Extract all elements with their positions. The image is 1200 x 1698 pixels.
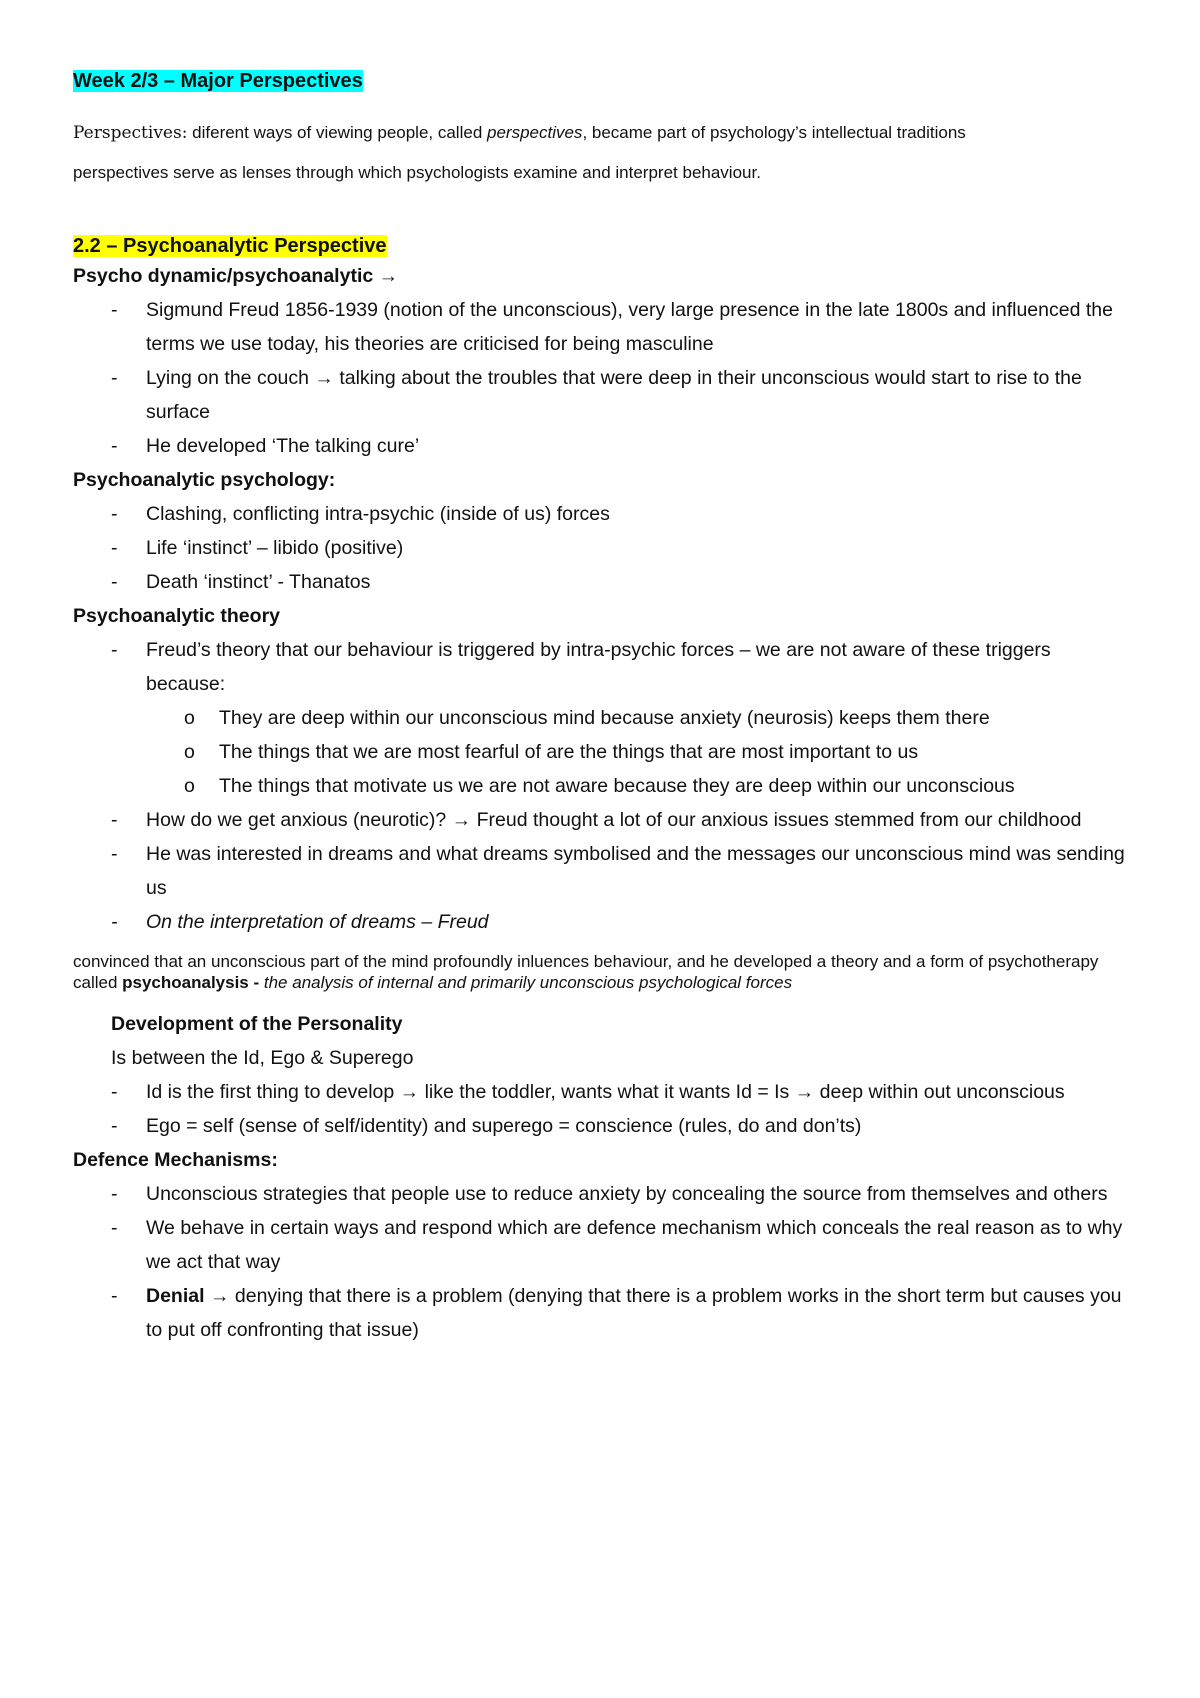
sublist-item: o The things that motivate us we are not aware because they are deep within our unconscious xyxy=(146,769,1133,803)
psycho-dynamic-heading: Psycho dynamic/psychoanalytic → xyxy=(73,265,399,287)
list-item: - Life ‘instinct’ – libido (positive) xyxy=(73,531,1133,565)
list-item: - Clashing, conflicting intra-psychic (inside of us) forces xyxy=(73,497,1133,531)
section-heading-psychoanalytic: 2.2 – Psychoanalytic Perspective xyxy=(73,235,387,257)
list-item: - Sigmund Freud 1856-1939 (notion of the unconscious), very large presence in the late 1800s and influenced the terms we use today, his theories are criticised for being masculine xyxy=(73,293,1133,361)
sublist-item: o They are deep within our unconscious mind because anxiety (neurosis) keeps them there xyxy=(146,701,1133,735)
development-list xyxy=(73,1075,1133,1143)
psychoanalytic-theory-heading: Psychoanalytic theory xyxy=(73,605,280,627)
list-item: - Lying on the couch → talking about the troubles that were deep in their unconscious would start to rise to the surface xyxy=(73,361,1133,429)
list-item: - We behave in certain ways and respond which are defence mechanism which conceals the real reason as to why we act that way xyxy=(73,1211,1133,1279)
list-item: - Denial → denying that there is a problem (denying that there is a problem works in the short term but causes you to put off confronting that issue) xyxy=(73,1279,1133,1347)
list-item: - How do we get anxious (neurotic)? → Freud thought a lot of our anxious issues stemmed from our childhood xyxy=(73,803,1133,837)
development-heading: Development of the Personality xyxy=(111,1013,403,1035)
theory-list xyxy=(73,633,1133,939)
lens-paragraph: perspectives serve as lenses through which psychologists examine and interpret behaviour. xyxy=(73,163,761,182)
development-section xyxy=(73,1007,1133,1347)
right-arrow-icon: → xyxy=(794,1081,815,1103)
right-arrow-icon: → xyxy=(209,1285,230,1307)
psychology-list xyxy=(73,497,1133,599)
right-arrow-icon: → xyxy=(314,367,334,389)
page-title: Week 2/3 – Major Perspectives xyxy=(73,70,363,92)
defence-heading: Defence Mechanisms: xyxy=(73,1149,278,1171)
freud-list xyxy=(73,293,1133,463)
list-item: - Unconscious strategies that people use to reduce anxiety by concealing the source from themselves and others xyxy=(73,1177,1133,1211)
convinced-paragraph: convinced that an unconscious part of the mind profoundly inluences behaviour, and he developed a theory and a form of psychotherapy called psychoanalysis - the analysis of internal and primarily unconscious psychological forces xyxy=(73,952,1099,992)
intro-paragraph: Perspectives: diferent ways of viewing people, called perspectives, became part of psychology’s intellectual traditions xyxy=(73,123,966,143)
document-page xyxy=(73,68,1133,1347)
psychoanalytic-psychology-heading: Psychoanalytic psychology: xyxy=(73,469,336,491)
defence-list xyxy=(73,1177,1133,1347)
list-item: - Death ‘instinct’ - Thanatos xyxy=(73,565,1133,599)
development-subheading: Is between the Id, Ego & Superego xyxy=(111,1047,414,1069)
list-item: - He was interested in dreams and what dreams symbolised and the messages our unconscious mind was sending us xyxy=(73,837,1133,905)
list-item: - Ego = self (sense of self/identity) and superego = conscience (rules, do and don’ts) xyxy=(73,1109,1133,1143)
theory-sublist xyxy=(73,701,1133,803)
sublist-item: o The things that we are most fearful of are the things that are most important to us xyxy=(146,735,1133,769)
psychoanalytic-section xyxy=(73,259,1133,939)
list-item: - Id is the first thing to develop → like the toddler, wants what it wants Id = Is → deep within out unconscious xyxy=(73,1075,1133,1109)
right-arrow-icon: → xyxy=(451,809,472,831)
right-arrow-icon: → xyxy=(378,265,399,287)
list-item: - Freud’s theory that our behaviour is triggered by intra-psychic forces – we are not aware of these triggers because: o They are deep within our unconscious mind because anxiety (neurosis) keeps them there o The things that we are most fearful of are the things that are most important to us o The things that motivate us we are not aware because they are deep within our unconscious xyxy=(73,633,1133,803)
list-item: - He developed ‘The talking cure’ xyxy=(73,429,1133,463)
list-item: - On the interpretation of dreams – Freud xyxy=(73,905,1133,939)
right-arrow-icon: → xyxy=(399,1081,420,1103)
